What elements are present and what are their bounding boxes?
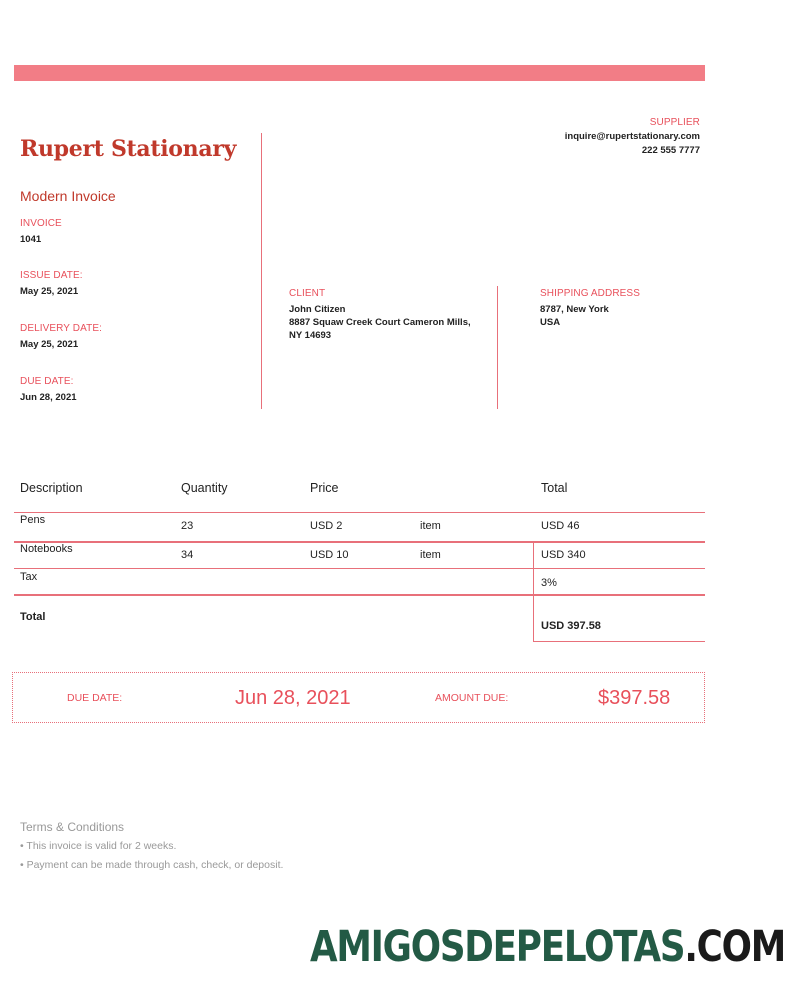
divider-left — [261, 133, 262, 409]
row1-total: USD 46 — [541, 520, 580, 532]
table-rule — [14, 594, 705, 596]
row2-total: USD 340 — [541, 549, 586, 561]
total-column-divider — [533, 543, 534, 642]
summary-amount-value: $397.58 — [598, 687, 671, 709]
table-rule — [14, 568, 705, 569]
row2-unit: item — [420, 549, 441, 561]
watermark-domain: .COM — [684, 922, 785, 972]
row1-quantity: 23 — [181, 520, 194, 532]
tax-value: 3% — [541, 577, 557, 589]
grand-total-label: Total — [20, 611, 46, 623]
issue-date-label: ISSUE DATE: — [20, 270, 83, 281]
row1-price: USD 2 — [310, 520, 343, 532]
table-rule — [14, 512, 705, 513]
col-header-total: Total — [541, 481, 568, 495]
supplier-label: SUPPLIER — [649, 117, 700, 128]
delivery-date-label: DELIVERY DATE: — [20, 323, 102, 334]
row2-price: USD 10 — [310, 549, 349, 561]
divider-right — [497, 286, 498, 409]
grand-total-value: USD 397.58 — [541, 620, 601, 632]
due-date-label: DUE DATE: — [20, 376, 74, 387]
supplier-phone: 222 555 7777 — [641, 145, 700, 156]
client-label: CLIENT — [289, 288, 326, 299]
terms-item: • Payment can be made through cash, check, or deposit. — [20, 859, 284, 871]
shipping-line1: 8787, New York — [540, 304, 609, 315]
table-rule — [14, 541, 705, 543]
invoice-number: 1041 — [20, 234, 42, 245]
issue-date-value: May 25, 2021 — [20, 286, 79, 297]
row2-quantity: 34 — [181, 549, 194, 561]
company-name: Rupert Stationary — [20, 136, 237, 162]
tax-label: Tax — [20, 571, 38, 583]
client-address-line1: 8887 Squaw Creek Court Cameron Mills, — [289, 317, 471, 328]
col-header-price: Price — [310, 481, 339, 495]
row2-description: Notebooks — [20, 543, 73, 555]
shipping-line2: USA — [540, 317, 561, 328]
delivery-date-value: May 25, 2021 — [20, 339, 79, 350]
terms-item: • This invoice is valid for 2 weeks. — [20, 840, 177, 852]
summary-amount-label: AMOUNT DUE: — [435, 692, 509, 704]
client-address-line2: NY 14693 — [289, 330, 332, 341]
terms-title: Terms & Conditions — [20, 820, 125, 834]
due-date-value: Jun 28, 2021 — [20, 392, 77, 403]
row1-unit: item — [420, 520, 441, 532]
client-name: John Citizen — [289, 304, 346, 315]
summary-due-label: DUE DATE: — [67, 692, 123, 704]
col-header-quantity: Quantity — [181, 481, 228, 495]
document-type: Modern Invoice — [20, 188, 116, 204]
header-accent-bar — [14, 65, 705, 81]
invoice-label: INVOICE — [20, 218, 62, 229]
row1-description: Pens — [20, 514, 46, 526]
col-header-description: Description — [20, 481, 83, 495]
watermark-logo — [310, 922, 785, 972]
supplier-email: inquire@rupertstationary.com — [564, 131, 700, 142]
watermark-text: AMIGOSDEPELOTAS — [310, 922, 685, 972]
summary-due-value: Jun 28, 2021 — [235, 687, 351, 709]
table-rule — [533, 641, 705, 642]
shipping-label: SHIPPING ADDRESS — [540, 288, 640, 299]
